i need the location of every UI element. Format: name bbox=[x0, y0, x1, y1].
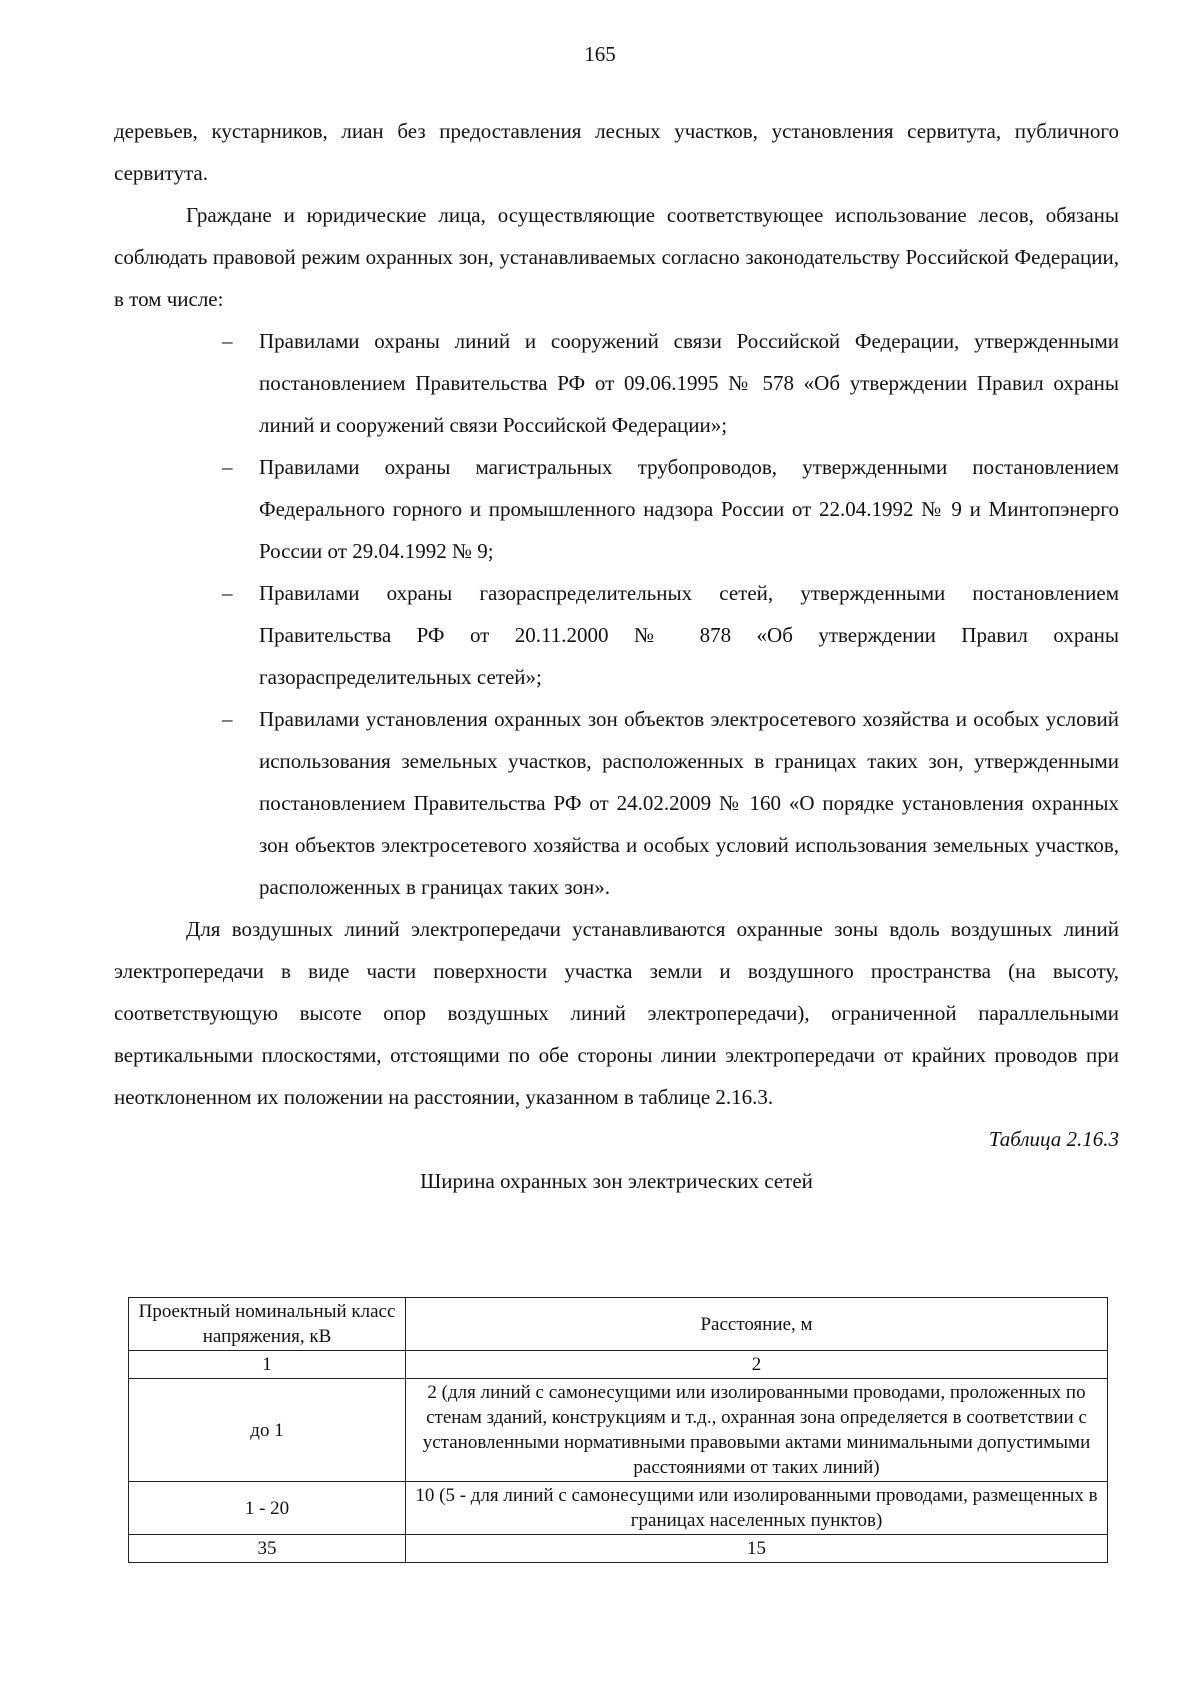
table-cell-distance: 2 (для линий с самонесущими или изолированными проводами, проложенных по стенам зданий, конструкциям и т.д., охранная зона определяется в соответствии с установленными нормативными правовыми актами минимальными допустимыми расстояниями от таких линий) bbox=[406, 1379, 1108, 1482]
paragraph: Для воздушных линий электропередачи устанавливаются охранные зоны вдоль воздушных линий электропередачи в виде части поверхности участка земли и воздушного пространства (на высоту, соответствующую высоте опор воздушных линий электропередачи), ограниченной параллельными вертикальными плоскостями, отстоящими по обе стороны линии электропередачи от крайних проводов при неотклоненном их положении на расстоянии, указанном в таблице 2.16.3. bbox=[114, 917, 1119, 1109]
table-caption: Таблица 2.16.3 bbox=[988, 1127, 1119, 1151]
document-body bbox=[114, 110, 1119, 1202]
table-cell-voltage: 35 bbox=[129, 1535, 406, 1563]
paragraph: деревьев, кустарников, лиан без предоставления лесных участков, установления сервитута, публичного сервитута. bbox=[114, 119, 1119, 185]
table-cell-voltage: до 1 bbox=[129, 1379, 406, 1482]
table-title: Ширина охранных зон электрических сетей bbox=[420, 1169, 813, 1193]
rules-list bbox=[114, 320, 1119, 908]
table-row bbox=[129, 1535, 1108, 1563]
column-header-distance: Расстояние, м bbox=[406, 1298, 1108, 1351]
list-dash: – bbox=[222, 455, 233, 479]
list-dash: – bbox=[222, 581, 233, 605]
list-item-text: Правилами охраны линий и сооружений связи Российской Федерации, утвержденными постановлением Правительства РФ от 09.06.1995 № 578 «Об утверждении Правил охраны линий и сооружений связи Российской Федерации»; bbox=[259, 329, 1119, 437]
list-item-text: Правилами установления охранных зон объектов электросетевого хозяйства и особых условий использования земельных участков, расположенных в границах таких зон, утвержденными постановлением Правительства РФ от 24.02.2009 № 160 «О порядке установления охранных зон объектов электросетевого хозяйства и особых условий использования земельных участков, расположенных в границах таких зон». bbox=[259, 707, 1119, 899]
table-cell-distance: 10 (5 - для линий с самонесущими или изолированными проводами, размещенных в границах населенных пунктов) bbox=[406, 1482, 1108, 1535]
list-item bbox=[114, 572, 1119, 698]
list-dash: – bbox=[222, 707, 233, 731]
table-row bbox=[129, 1379, 1108, 1482]
list-item bbox=[114, 698, 1119, 908]
column-header-voltage: Проектный номинальный класс напряжения, кВ bbox=[129, 1298, 406, 1351]
table-numbering-row bbox=[129, 1351, 1108, 1379]
table-cell-distance: 15 bbox=[406, 1535, 1108, 1563]
table-cell-voltage: 1 - 20 bbox=[129, 1482, 406, 1535]
list-item bbox=[114, 446, 1119, 572]
paragraph: Граждане и юридические лица, осуществляющие соответствующее использование лесов, обязаны соблюдать правовой режим охранных зон, устанавливаемых согласно законодательству Российской Федерации, в том числе: bbox=[114, 203, 1119, 311]
protection-zones-table bbox=[128, 1297, 1108, 1563]
list-item-text: Правилами охраны магистральных трубопроводов, утвержденными постановлением Федерального горного и промышленного надзора России от 22.04.1992 № 9 и Минтопэнерго России от 29.04.1992 № 9; bbox=[259, 455, 1119, 563]
column-number: 1 bbox=[129, 1351, 406, 1379]
table-row bbox=[129, 1482, 1108, 1535]
page-number: 165 bbox=[584, 42, 616, 66]
list-item-text: Правилами охраны газораспределительных сетей, утвержденными постановлением Правительства РФ от 20.11.2000 № 878 «Об утверждении Правил охраны газораспределительных сетей»; bbox=[259, 581, 1119, 689]
table-header-row bbox=[129, 1298, 1108, 1351]
column-number: 2 bbox=[406, 1351, 1108, 1379]
list-dash: – bbox=[222, 329, 233, 353]
list-item bbox=[114, 320, 1119, 446]
